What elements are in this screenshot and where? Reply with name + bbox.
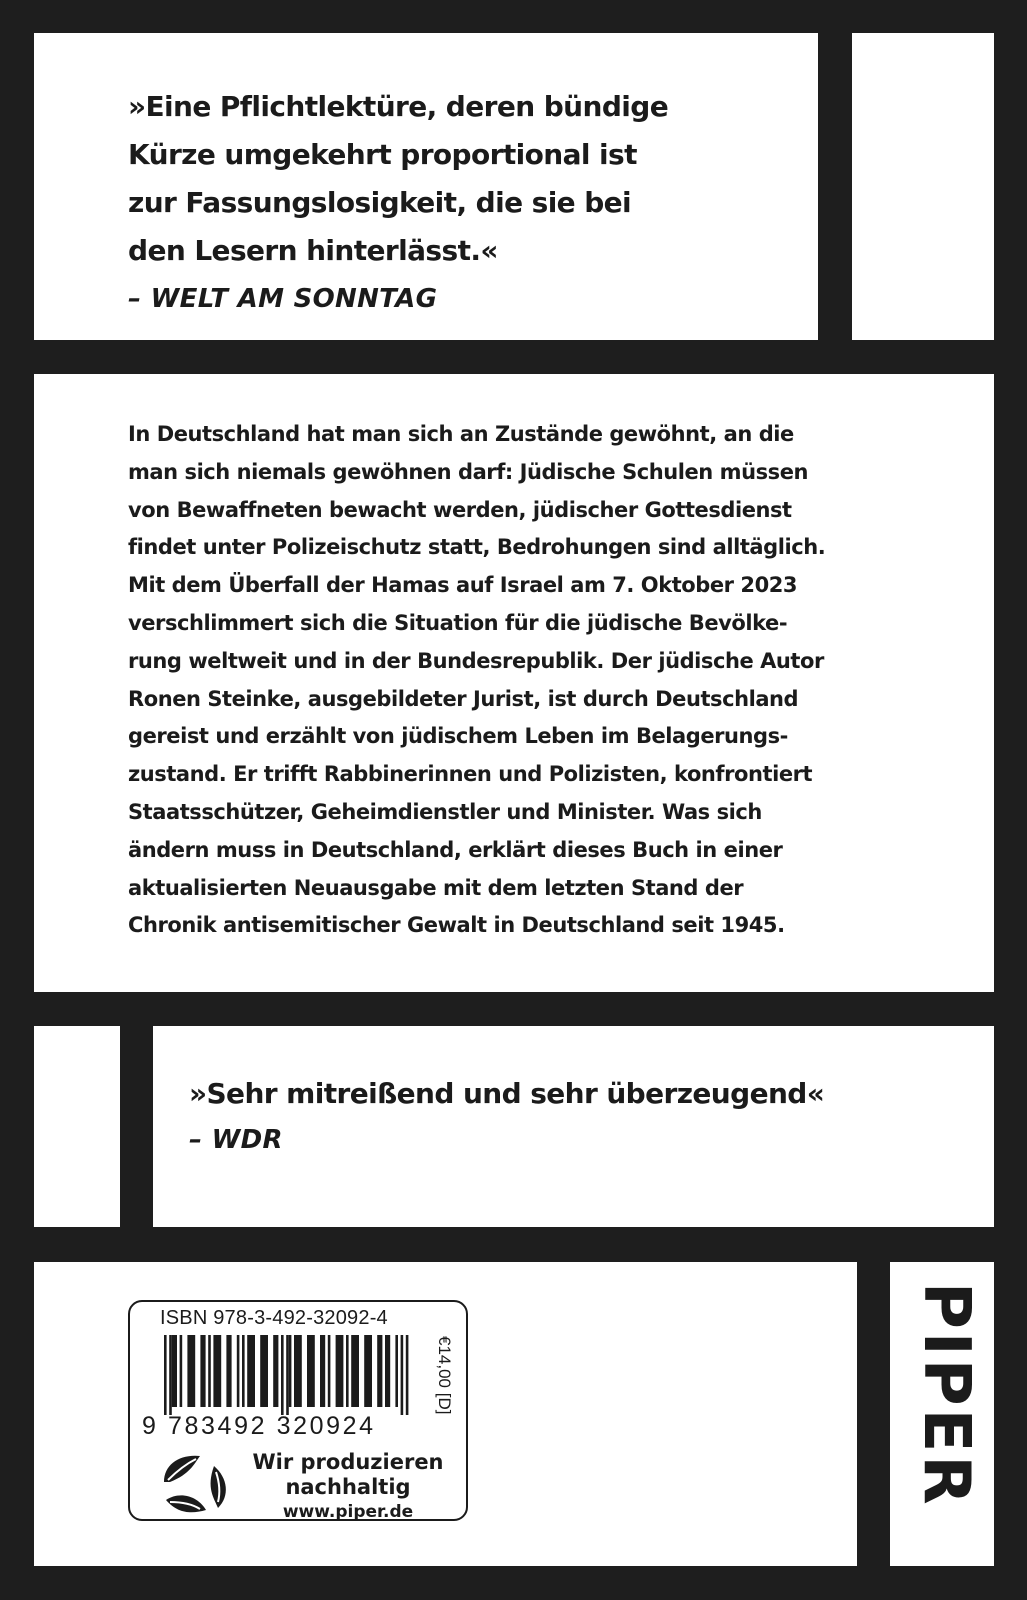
eco-line: nachhaltig [285, 1475, 411, 1499]
barcode-bar [364, 1335, 372, 1407]
description-line: rung weltweit und in der Bundesrepublik. Der jüdische Autor [128, 648, 824, 673]
description-line: findet unter Polizeischutz statt, Bedrohungen sind alltäglich. [128, 535, 826, 560]
barcode-bar [320, 1335, 325, 1407]
barcode-bar [406, 1335, 409, 1415]
barcode-bar [187, 1335, 195, 1407]
quote-text: »Sehr mitreißend und sehr überzeugend« [189, 1077, 825, 1110]
price-label: €14,00 [D] [435, 1336, 454, 1415]
book-description [128, 416, 825, 945]
barcode-bar [169, 1335, 172, 1415]
barcode-bar [377, 1335, 382, 1407]
decor-panel-top-right [852, 33, 994, 340]
barcode-bar [247, 1335, 255, 1407]
barcode-bar [286, 1335, 289, 1415]
description-line: man sich niemals gewöhnen darf: Jüdische Schulen müssen [128, 459, 808, 484]
barcode-bar [351, 1335, 359, 1407]
barcode-bar [260, 1335, 268, 1407]
barcode-bar [164, 1335, 167, 1415]
barcode-bar [346, 1335, 349, 1407]
barcode-bar [242, 1335, 245, 1407]
barcode-box [128, 1300, 468, 1521]
barcode-bar [273, 1335, 278, 1407]
barcode-bar [237, 1335, 240, 1407]
barcode-bar [307, 1335, 315, 1407]
description-line: verschlimmert sich die Situation für die jüdische Bevölke- [128, 610, 788, 635]
barcode-bar [208, 1335, 211, 1407]
quote-line: den Lesern hinterlässt.« [128, 234, 498, 267]
barcode-bar [213, 1335, 221, 1407]
description-line: Ronen Steinke, ausgebildeter Jurist, ist durch Deutschland [128, 686, 799, 711]
barcode-bar [336, 1335, 344, 1407]
quote-line: zur Fassungslosigkeit, die sie bei [128, 186, 632, 219]
description-line: gereist und erzählt von jüdischem Leben im Belagerungs- [128, 724, 788, 749]
barcode-bar [226, 1335, 231, 1407]
barcode-bar [180, 1335, 183, 1407]
review-quote-welt [128, 83, 668, 323]
description-line: In Deutschland hat man sich an Zustände gewöhnt, an die [128, 422, 794, 446]
quote-source: – WDR [189, 1125, 283, 1155]
quote-line: »Eine Pflichtlektüre, deren bündige [128, 90, 669, 123]
description-line: ändern muss in Deutschland, erklärt dieses Buch in einer [128, 837, 783, 862]
barcode-bar [385, 1335, 390, 1407]
quote-panel-bottom [153, 1026, 994, 1227]
review-quote-wdr [189, 1070, 824, 1162]
eco-line: Wir produzieren [252, 1450, 444, 1474]
ean-digits: 9 783492 320924 [142, 1412, 376, 1440]
description-line: Chronik antisemitischer Gewalt in Deutschland seit 1945. [128, 913, 785, 938]
barcode-bar [395, 1335, 398, 1407]
description-line: von Bewaffneten bewacht werden, jüdischer Gottesdienst [128, 497, 792, 522]
sustainability-note [248, 1450, 448, 1525]
description-line: Staatsschützer, Geheimdienstler und Minister. Was sich [128, 799, 762, 824]
description-line: aktualisierten Neuausgabe mit dem letzten Stand der [128, 875, 744, 900]
publisher-logo: PIPER [909, 1282, 983, 1508]
quote-source: – WELT AM SONNTAG [128, 284, 438, 314]
barcode-bar [172, 1335, 177, 1407]
barcode-bar [200, 1335, 205, 1407]
barcode-bar [328, 1335, 331, 1407]
barcode-bar [281, 1335, 284, 1415]
isbn-label: ISBN 978-3-492-32092-4 [160, 1307, 388, 1329]
description-line: zustand. Er trifft Rabbinerinnen und Polizisten, konfrontiert [128, 762, 813, 787]
decor-panel-mid-left [34, 1026, 120, 1227]
barcode-bar [294, 1335, 302, 1407]
publisher-url: www.piper.de [282, 1502, 414, 1522]
barcode-bar [289, 1335, 292, 1407]
quote-line: Kürze umgekehrt proportional ist [128, 138, 637, 171]
barcode-icon [164, 1335, 424, 1415]
barcode-bar [401, 1335, 404, 1415]
leaf-cycle-icon [160, 1452, 232, 1518]
quote-panel-top [34, 33, 818, 340]
description-line: Mit dem Überfall der Hamas auf Israel am 7. Oktober 2023 [128, 573, 798, 598]
